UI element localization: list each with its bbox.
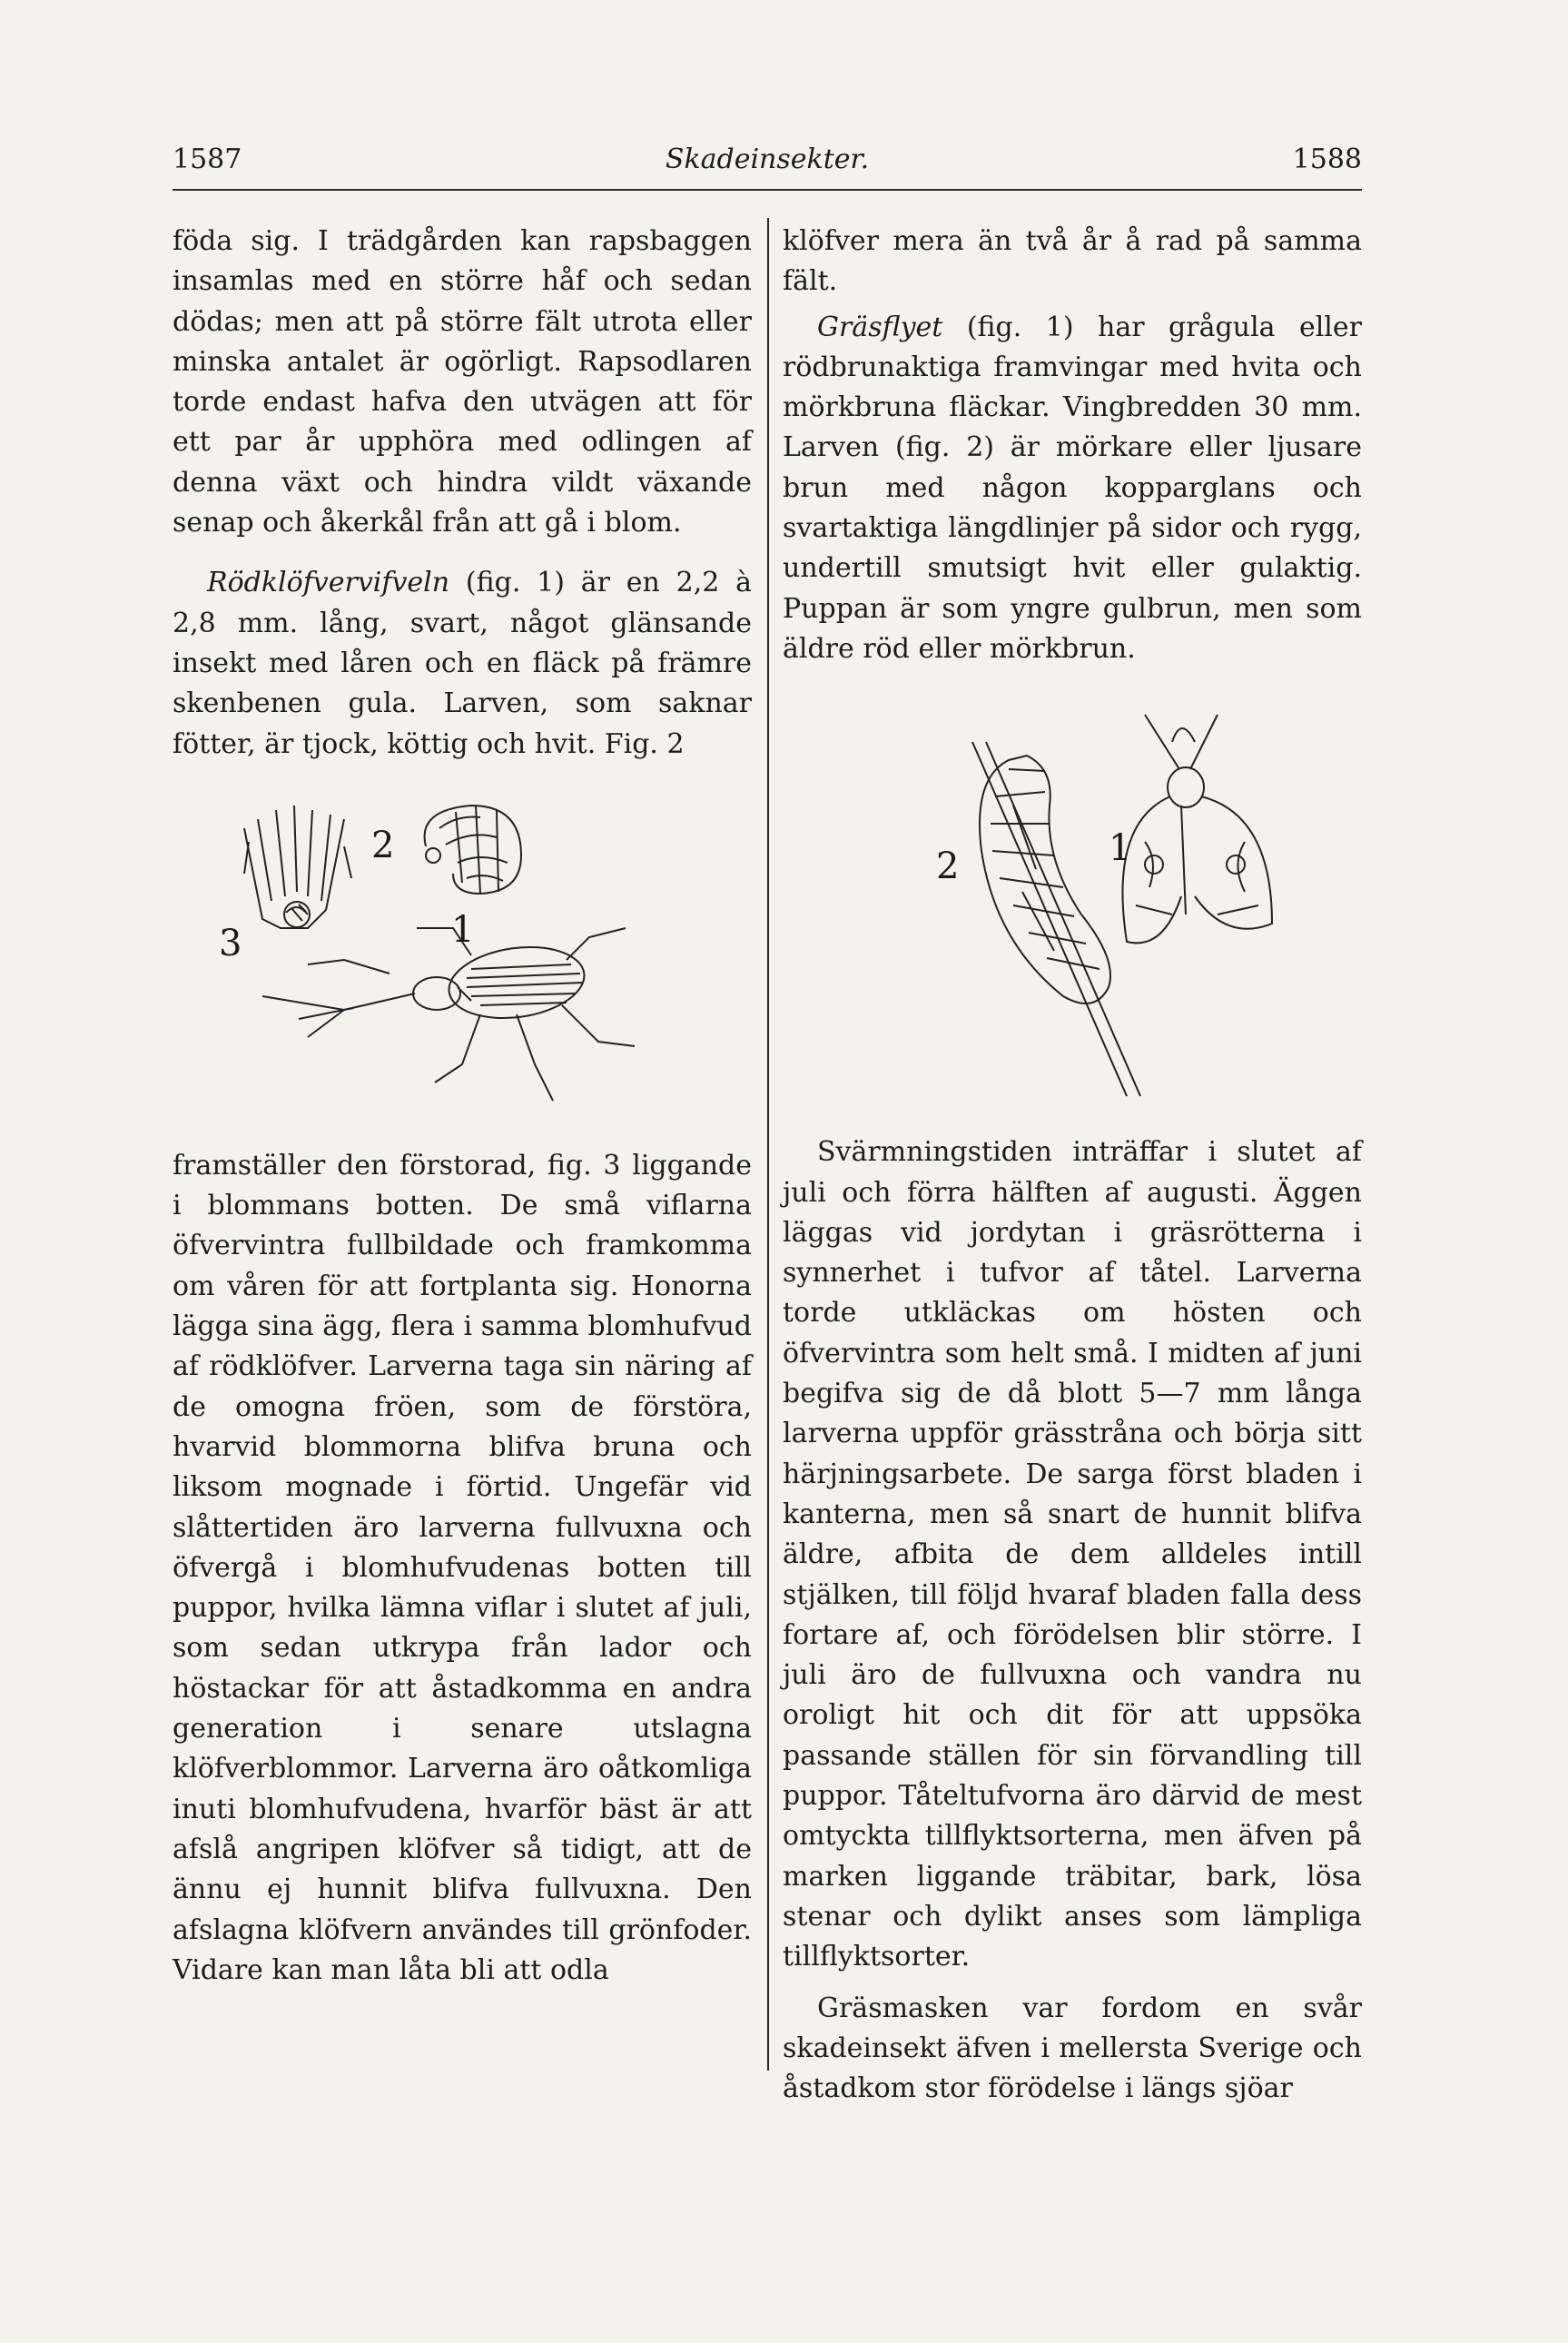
- moth-drawing: [1122, 715, 1272, 943]
- larva-drawing: [425, 806, 521, 894]
- paragraph-grasmasken: Gräsmasken var fordom en svår skadeinsekt äfven i mellersta Sverige och åstadkom stor förödelse i längs sjöar: [783, 1992, 1362, 2105]
- page-number-left: 1587: [173, 143, 242, 175]
- paragraph-grasflyet: [783, 308, 1362, 670]
- left-column: [173, 222, 752, 1991]
- figure-label-1: 1: [1109, 827, 1132, 870]
- paragraph-klofver: klöfver mera än två år å rad på samma fält.: [783, 225, 1362, 298]
- paragraph-rodklofvervifveln: [173, 563, 752, 764]
- weevil-drawing: [262, 928, 635, 1101]
- moth-illustration: [836, 706, 1308, 1105]
- weevil-illustration: [208, 792, 716, 1128]
- species-name: Gräsflyet: [817, 311, 943, 343]
- figure-label-1: 1: [451, 908, 475, 951]
- column-divider: [767, 218, 769, 2071]
- paragraph-svarmningstiden: Svärmningstiden inträffar i slutet af juli och förra hälften af augusti. Äggen läggas vid jordytan i gräsrötterna i synnerhet i tufvor af tåtel. Larverna torde utkläckas om hösten och öfvervintra som helt små. I midten af juni begifva sig de då blott 5—7 mm långa larverna uppför grässtråna och börja sitt härjningsarbete. De sarga först bladen i kanterna, men så snart de hunnit blifva äldre, afbita de dem alldeles intill stjälken, till följd hvaraf bladen falla dess fortare af, och förödelsen blir större. I juli äro de fullvuxna och vandra nu oroligt hit och dit för att uppsöka passande ställen för sin förvandling till puppor. Tåteltufvorna äro därvid de mest omtyckta tillflyktsorterna, men äfven på marken liggande träbitar, bark, lösa stenar och dylikt anses som lämpliga tillflyktsorter.: [783, 1136, 1362, 1973]
- figure-label-2: 2: [371, 824, 395, 866]
- figure-label-2: 2: [936, 845, 960, 888]
- right-column: [783, 222, 1362, 2109]
- weevil-figure: [208, 792, 716, 1128]
- running-head: [173, 143, 1362, 187]
- flower-head-drawing: [244, 806, 351, 928]
- caterpillar-drawing: [972, 742, 1140, 1096]
- moth-figure: [836, 706, 1308, 1105]
- paragraph-continuation: framställer den förstorad, fig. 3 liggande i blommans botten. De små viflarna öfvervintra fullbildade och framkomma om våren för att fortplanta sig. Honorna lägga sina ägg, flera i samma blomhufvud af rödklöfver. Larverna taga sin näring af de omogna fröen, som de förstöra, hvarvid blommorna blifva bruna och liksom mognade i förtid. Ungefär vid slåttertiden äro larverna fullvuxna och öfvergå i blomhufvudenas botten till puppor, hvilka lämna viflar i slutet af juli, som sedan utkrypa från lador och höstackar för att åstadkomma en andra generation i senare utslagna klöfverblommor. Larverna äro oåtkomliga inuti blomhufvudena, hvarför bäst är att afslå angripen klöfver så tidigt, att de ännu ej hunnit blifva fullvuxna. Den afslagna klöfvern användes till grönfoder. Vidare kan man låta bli att odla: [173, 1149, 752, 1986]
- paragraph-rapsbaggen: föda sig. I trädgården kan rapsbaggen insamlas med en större håf och sedan dödas; men att på större fält utrota eller minska antalet är ogörligt. Rapsodlaren torde endast hafva den utvägen att för ett par år upphöra med odlingen af denna växt och hindra vildt växande senap och åkerkål från att gå i blom.: [173, 225, 752, 539]
- running-title: Skadeinsekter.: [665, 143, 870, 175]
- figure-label-3: 3: [219, 922, 242, 964]
- header-rule: [173, 189, 1362, 191]
- paragraph-text: (fig. 1) har grågula eller rödbrunaktiga framvingar med hvita och mörkbruna fläckar. Vingbredden 30 mm. Larven (fig. 2) är mörkare eller ljusare brun med någon kopparglans och svartaktiga längdlinjer på sidor och rygg, undertill smutsigt hvit eller gulaktig. Puppan är som yngre gulbrun, men som äldre röd eller mörkbrun.: [783, 311, 1362, 665]
- species-name: Rödklöfvervifveln: [207, 567, 450, 599]
- paragraph-text: (fig. 1) är en 2,2 à 2,8 mm. lång, svart, något glänsande insekt med låren och en fläck på främre skenbenen gula. Larven, som saknar fötter, är tjock, köttig och hvit. Fig. 2: [173, 567, 752, 760]
- page-number-right: 1588: [1292, 143, 1362, 175]
